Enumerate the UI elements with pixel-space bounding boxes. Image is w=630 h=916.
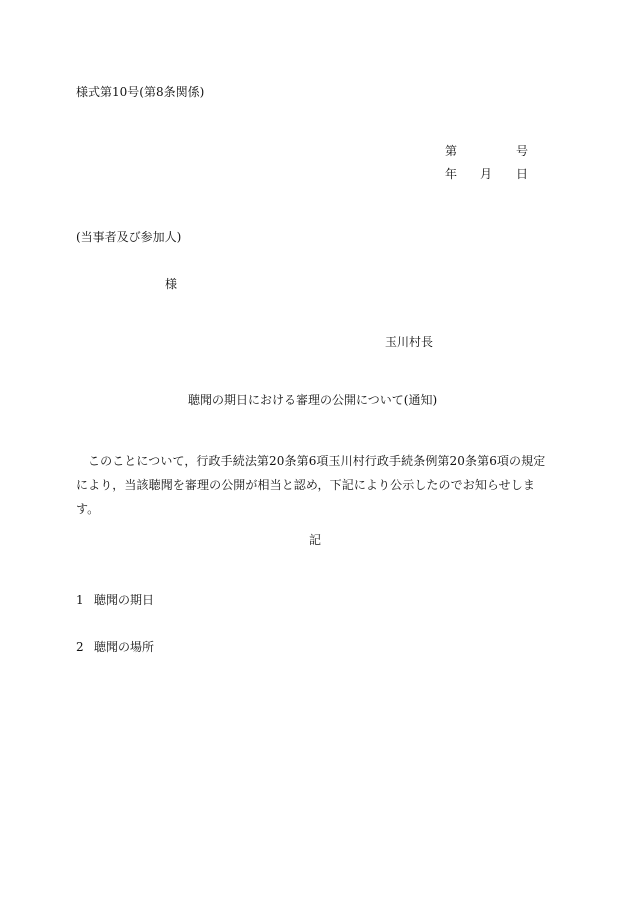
date-month: 月 (480, 167, 493, 181)
addressee-label: (当事者及び参加人) (76, 230, 182, 244)
body-text: このことについて，行政手続法第20条第6項玉川村行政手続条例第20条第6項の規定により，当該聴聞を審理の公開が相当と認め，下記により公示したのでお知らせします。 (76, 454, 546, 516)
item-2-label: 聴聞の場所 (94, 640, 155, 654)
item-1-label: 聴聞の期日 (94, 593, 155, 607)
date-year: 年 (445, 167, 458, 181)
item-1-number: 1 (76, 593, 84, 607)
honorific: 様 (165, 277, 178, 291)
number-prefix: 第 (445, 144, 458, 158)
number-suffix: 号 (516, 144, 529, 158)
form-label: 様式第10号(第8条関係) (76, 85, 205, 99)
document-title: 聴聞の期日における審理の公開について(通知) (188, 393, 438, 407)
item-2-number: 2 (76, 640, 84, 654)
issuer: 玉川村長 (385, 335, 434, 349)
ki-heading: 記 (309, 533, 322, 547)
date-day: 日 (516, 167, 529, 181)
